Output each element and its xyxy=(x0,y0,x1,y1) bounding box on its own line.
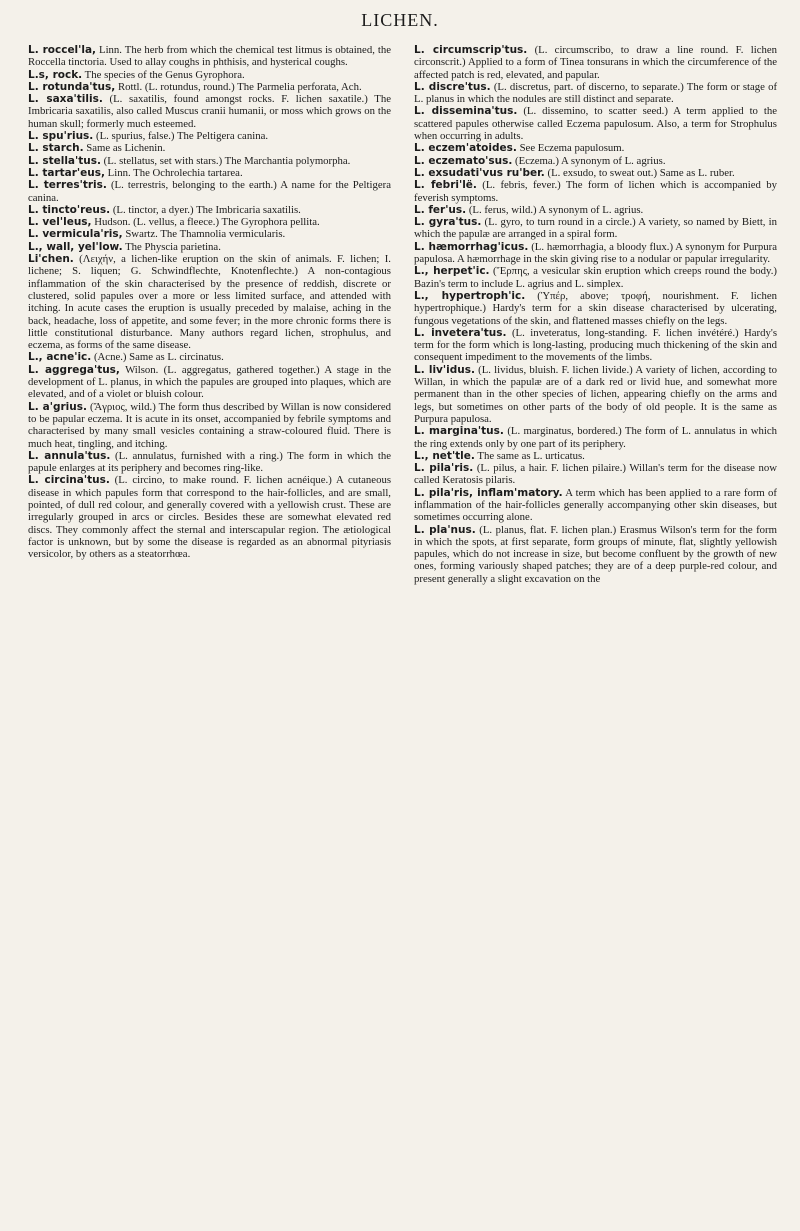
entry-definition: Linn. The herb from which the chemical test litmus is obtained, the Roccella tinctoria. Used to allay coughs in phthisis, and hysterical coughs. xyxy=(28,44,391,69)
dictionary-entry xyxy=(414,265,777,290)
entry-headword: L. roccel'la, xyxy=(28,44,97,56)
entry-definition: (L. terrestris, belonging to the earth.) A name for the Peltigera canina. xyxy=(28,179,391,204)
entry-definition: The Physcia parietina. xyxy=(125,240,221,253)
entry-definition: (L. discretus, part. of discerno, to separate.) The form or stage of L. planus in which the nodules are still distinct and separate. xyxy=(414,80,778,106)
dictionary-entry xyxy=(28,450,391,475)
entry-headword: L. pila'ris. xyxy=(414,462,474,475)
entry-definition: (L. febris, fever.) The form of lichen which is accompanied by feverish symptoms. xyxy=(414,179,777,204)
entry-headword: L. tincto'reus. xyxy=(28,203,111,216)
entry-definition: (L. stellatus, set with stars.) The Marchantia polymorpha. xyxy=(103,154,351,167)
entry-definition: (L. annulatus, furnished with a ring.) The form in which the papule enlarges at its periphery and becomes ring-like. xyxy=(28,449,392,475)
entry-headword: L. eczem'atoides. xyxy=(414,142,517,155)
dictionary-entry xyxy=(28,69,391,81)
entry-definition: (L. circino, to make round. F. lichen acnéique.) A cutaneous disease in which papules form that correspond to the hair-follicles, and are small, pointed, of dull red colour, and generally covered with a yellowish crust. These are irregularly grouped in arcs or circles. Besides these are somewhat elevated red discs. They commonly affect the sternal and interscapular region. The ætiological factor is unknown, but by some the disease is regarded as an abnormal pityriasis versicolor, by others as a steatorrhœa. xyxy=(28,474,392,561)
entry-headword: L., acne'ic. xyxy=(28,351,92,364)
entry-definition: (L. lividus, bluish. F. lichen livide.) A variety of lichen, according to Willan, in which the papulæ are of a dark red or livid hue, and somewhat more permanent than in the other species of lichen, appearing chiefly on the arms and legs, but sometimes on other parts of the body of old people. It is the same as Purpura papulosa. xyxy=(414,363,778,425)
entry-headword: L. aggrega'tus, xyxy=(28,363,120,376)
dictionary-entry xyxy=(414,155,777,167)
entry-headword: L., net'tle. xyxy=(414,449,475,462)
dictionary-entry xyxy=(28,155,391,167)
entry-definition: Linn. The Ochrolechia tartarea. xyxy=(107,166,243,179)
entry-headword: L. tartar'eus, xyxy=(28,166,105,179)
dictionary-entry xyxy=(414,450,777,462)
dictionary-entry xyxy=(414,487,777,524)
dictionary-entry xyxy=(414,364,777,425)
running-head: LICHEN. xyxy=(361,10,439,30)
entry-definition: (L. circumscribo, to draw a line round. F. lichen circonscrit.) Applied to a form of Tinea tonsurans in which the circumference of the affected patch is red, elevated, and papular. xyxy=(414,44,777,81)
entry-headword: L. starch. xyxy=(28,142,84,155)
entry-headword: L.s, rock. xyxy=(28,68,83,81)
entry-headword: L. hæmorrhag'icus. xyxy=(414,240,529,253)
dictionary-entry xyxy=(414,142,777,154)
entry-headword: L. terres'tris. xyxy=(28,179,107,192)
dictionary-entry xyxy=(28,167,391,179)
entry-headword: L., wall, yel'low. xyxy=(28,240,123,253)
dictionary-entry xyxy=(414,425,777,450)
entry-headword: L. margina'tus. xyxy=(414,425,504,438)
entry-headword: L. liv'idus. xyxy=(414,363,475,376)
dictionary-entry xyxy=(414,524,777,585)
entry-definition: (Ἕρπης, a vesicular skin eruption which creeps round the body.) Bazin's term to include L. agrius and L. simplex. xyxy=(414,265,777,290)
dictionary-entry xyxy=(28,44,391,69)
entry-definition: See Eczema papulosum. xyxy=(519,142,625,155)
dictionary-entry xyxy=(414,44,777,81)
dictionary-entry xyxy=(28,364,391,401)
entry-headword: L. gyra'tus. xyxy=(414,216,482,229)
entry-headword: L. spu'rius. xyxy=(28,130,94,143)
dictionary-entry xyxy=(414,216,777,241)
entry-definition: Rottl. (L. rotundus, round.) The Parmelia perforata, Ach. xyxy=(117,80,362,93)
entry-headword: L. pla'nus. xyxy=(414,523,476,536)
entry-headword: L. fer'us. xyxy=(414,203,467,216)
dictionary-entry xyxy=(28,81,391,93)
dictionary-entry xyxy=(414,204,777,216)
entry-headword: L. saxa'tilis. xyxy=(28,93,103,106)
dictionary-entry xyxy=(28,351,391,363)
dictionary-entry xyxy=(28,474,391,560)
entry-headword: L. invetera'tus. xyxy=(414,326,507,339)
dictionary-entry xyxy=(28,401,391,450)
entry-definition: (L. hæmorrhagia, a bloody flux.) A synonym for Purpura papulosa. A hæmorrhage in the skin giving rise to a nodular or papular irregularity. xyxy=(414,240,778,266)
entry-definition: The same as L. urticatus. xyxy=(477,449,585,462)
right-column xyxy=(414,44,777,585)
entry-headword: L. pila'ris, inflam'matory. xyxy=(414,486,563,499)
dictionary-entry xyxy=(28,142,391,154)
entry-headword: L. annula'tus. xyxy=(28,449,111,462)
entry-headword: L. dissemina'tus. xyxy=(414,105,518,118)
entry-headword: Li'chen. xyxy=(28,253,74,266)
dictionary-entry xyxy=(28,228,391,240)
entry-headword: L. vermicula'ris, xyxy=(28,228,123,241)
entry-definition: (L. spurius, false.) The Peltigera canina. xyxy=(95,130,269,143)
entry-headword: L. circumscrip'tus. xyxy=(414,44,528,56)
entry-definition: A term which has been applied to a rare form of inflammation of the hair-follicles generally accompanying other skin diseases, but sometimes occurring alone. xyxy=(414,486,777,524)
entry-headword: L. discre'tus. xyxy=(414,80,491,93)
dictionary-entry xyxy=(28,93,391,130)
entry-definition: (Eczema.) A synonym of L. agrius. xyxy=(515,154,666,167)
dictionary-entry xyxy=(414,105,777,142)
dictionary-entry xyxy=(414,81,777,106)
entry-definition: Swartz. The Thamnolia vermicularis. xyxy=(125,228,286,241)
entry-definition: (L. exsudo, to sweat out.) Same as L. ruber. xyxy=(547,166,735,179)
entry-definition: (L. tinctor, a dyer.) The Imbricaria saxatilis. xyxy=(112,203,301,216)
entry-headword: L., hypertroph'ic. xyxy=(414,289,526,302)
dictionary-entry xyxy=(414,179,777,204)
entry-definition: (Λειχήν, a lichen-like eruption on the skin of animals. F. lichen; I. lichene; S. liquen; G. Schwindflechte, Knotenflechte.) A non-contagious inflammation of the skin characterised by the presence of reddish, discrete or clustered, solid papules over a more or less limited surface, and attended with itching. In acute cases the eruption is usually preceded by malaise, aching in the back, headache, loss of appetite, and some fever; in the more chronic forms there is little constitutional disturbance. Many authors regard lichen, strophulus, and eczema, as forms of the same disease. xyxy=(28,253,391,352)
entry-definition: The species of the Genus Gyrophora. xyxy=(84,68,245,81)
dictionary-entry xyxy=(414,167,777,179)
entry-definition: (L. planus, flat. F. lichen plan.) Erasmus Wilson's term for the form in which the spots, at first separate, form groups of minute, flat, slightly yellowish papules, which do not increase in size, but become confluent by the growth of new ones, forming variously shaped patches; they are of a deep purple-red colour, and present generally a slight excavation on the xyxy=(414,523,777,585)
entry-headword: L. a'grius. xyxy=(28,400,87,413)
entry-definition: (L. ferus, wild.) A synonym of L. agrius. xyxy=(468,203,644,216)
entry-definition: (L. gyro, to turn round in a circle.) A variety, so named by Biett, in which the papulæ are arranged in a spiral form. xyxy=(414,216,777,241)
dictionary-entry xyxy=(28,179,391,204)
entry-definition: Same as Lichenin. xyxy=(86,142,166,155)
entry-headword: L. vel'leus, xyxy=(28,216,92,229)
entry-definition: Wilson. (L. aggregatus, gathered together.) A stage in the development of L. planus, in which the papules are grouped into plaques, which are elevated, and of a violet or bluish colour. xyxy=(28,363,391,401)
dictionary-entry xyxy=(414,462,777,487)
dictionary-entry xyxy=(28,216,391,228)
entry-headword: L. eczemato'sus. xyxy=(414,154,513,167)
entry-definition: Hudson. (L. vellus, a fleece.) The Gyrophora pellita. xyxy=(94,216,320,229)
entry-definition: (Ἄγριος, wild.) The form thus described by Willan is now considered to be papular eczema. It is acute in its onset, accompanied by febrile symptoms and characterised by many small vesicles containing a straw-coloured fluid. There is much heat, tingling, and itching. xyxy=(28,400,391,450)
dictionary-entry xyxy=(414,327,777,364)
dictionary-entry xyxy=(28,241,391,253)
entry-headword: L. circina'tus. xyxy=(28,474,110,487)
entry-definition: (L. inveteratus, long-standing. F. lichen invétéré.) Hardy's term for the form which is long-lasting, producing much thickening of the skin and consequent impediment to the movements of the limbs. xyxy=(414,326,778,364)
entry-headword: L. rotunda'tus, xyxy=(28,80,116,93)
entry-definition: (Acne.) Same as L. circinatus. xyxy=(93,351,224,364)
left-column xyxy=(28,44,391,560)
entry-headword: L., herpet'ic. xyxy=(414,265,490,278)
dictionary-entry xyxy=(28,130,391,142)
entry-definition: (L. pilus, a hair. F. lichen pilaire.) Willan's term for the disease now called Keratosis pilaris. xyxy=(414,462,777,487)
dictionary-entry xyxy=(414,290,777,327)
dictionary-entry xyxy=(414,241,777,266)
entry-headword: L. stella'tus. xyxy=(28,154,101,167)
entry-headword: L. exsudati'vus ru'ber. xyxy=(414,166,545,179)
dictionary-entry xyxy=(28,204,391,216)
entry-definition: (L. dissemino, to scatter seed.) A term applied to the scattered papules otherwise called Eczema papulosum. Also, a term for Strophulus when occurring in adults. xyxy=(414,105,777,143)
entry-headword: L. febri'lë. xyxy=(414,179,477,192)
entry-definition: (L. saxatilis, found amongst rocks. F. lichen saxatile.) The Imbricaria saxatilis, also called Muscus cranii humanii, or moss which grows on the human skull; formerly much esteemed. xyxy=(28,93,391,130)
entry-definition: (Ὑπέρ, above; τροφή, nourishment. F. lichen hypertrophique.) Hardy's term for a skin disease characterised by ulcerating, fungous vegetations of the skin, and flattened masses chiefly on the legs. xyxy=(414,289,778,327)
entry-definition: (L. marginatus, bordered.) The form of L. annulatus in which the ring extends only by one part of its periphery. xyxy=(414,425,778,450)
dictionary-entry xyxy=(28,253,391,351)
